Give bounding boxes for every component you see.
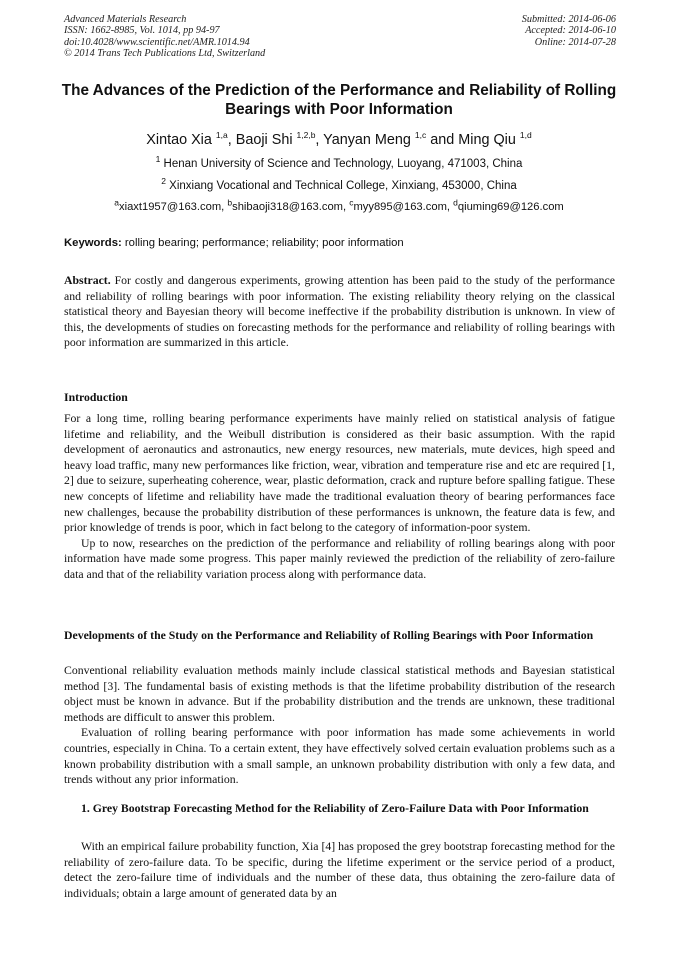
- email-link[interactable]: xiaxt1957@163.com: [118, 201, 222, 213]
- online-date: Online: 2014-07-28: [534, 36, 616, 48]
- subsection-heading: 1. Grey Bootstrap Forecasting Method for the Reliability of Zero-Failure Data with Poor Information: [81, 802, 589, 815]
- introduction-section-heading: [64, 390, 615, 406]
- email-link[interactable]: myy895@163.com: [353, 201, 447, 213]
- affiliation-1: $^1$ Henan University of Science and Technology, Luoyang, 471003, China: [155, 154, 523, 170]
- abstract-label: Abstract.: [64, 274, 111, 287]
- submission-dates: [522, 14, 616, 48]
- author-emails: $^a$xiaxt1957@163.com, $^b$shibaoji318@163.com, $^c$myy895@163.com, $^d$qiuming69@126.com: [114, 197, 564, 213]
- abstract-text: For costly and dangerous experiments, growing attention has been paid to the study of the performance and reliability of rolling bearings with poor information. The existing reliability theory relying on the classical statistical theory and Bayesian theory will become ineffective if the probability distribution is unknown. In view of this, the developments of studies on forecasting methods for the performance and reliability of rolling bearings with poor information are summarized in this article.: [64, 274, 615, 350]
- author-list: Xintao Xia $^{1,a}$, Baoji Shi $^{1,2,b}$, Yanyan Meng $^{1,c}$ and Ming Qiu $^{1,d}$: [146, 130, 532, 148]
- journal-copyright: © 2014 Trans Tech Publications Ltd, Switzerland: [64, 48, 266, 60]
- grey-bootstrap-subsection-heading: [64, 801, 615, 817]
- accepted-date: Accepted: 2014-06-10: [525, 25, 616, 37]
- email-link[interactable]: qiuming69@126.com: [457, 201, 564, 213]
- journal-header: [64, 14, 265, 60]
- paper-title: The Advances of the Prediction of the Performance and Reliability of Rolling Bearings with Poor Information: [61, 82, 617, 118]
- paragraph: For a long time, rolling bearing performance experiments have mainly relied on statistical analysis of fatigue lifetime and reliability, and the Weibull distribution is considered as their basic assumption. With the rapid development of aeronautics and astronautics, new energy resources, new materials, mute devices, high speed and heavy load traffic, many new performances like friction, wear, vibration and temperature rise and etc are required [1, 2] due to seizure, superheating coherence, wear, plastic deformation, crack and rupture before spalling fatigue. These new concepts of lifetime and reliability have made the traditional evaluation theory of bearing performances face new challenges, because the probability distribution of these performances is unknown, the feature data is few, and prior knowledge of trends is poor, which in fact belong to the category of information-poor system.: [64, 412, 615, 535]
- journal-doi: doi:10.4028/www.scientific.net/AMR.1014.94: [64, 36, 250, 48]
- abstract: [64, 273, 615, 351]
- keywords: [64, 236, 616, 250]
- section-heading: Developments of the Study on the Performance and Reliability of Rolling Bearings with Poor Information: [64, 629, 594, 642]
- introduction-body: [64, 411, 615, 583]
- author-name: Xintao Xia: [146, 132, 212, 148]
- author-name: Yanyan Meng: [323, 132, 411, 148]
- author-sup: 1,d: [519, 130, 532, 141]
- paragraph: With an empirical failure probability function, Xia [4] has proposed the grey bootstrap forecasting method for the reliability of zero-failure data. To be specific, during the lifetime experiment or the service period of a product, detect the zero-failure time of individuals and the number of these data, thus obtaining the zero-failure data of individuals; obtain a large amount of generated data by an: [64, 840, 615, 900]
- author-name: Baoji Shi: [235, 132, 293, 148]
- affiliation-2: $^2$ Xinxiang Vocational and Technical College, Xinxiang, 453000, China: [161, 176, 517, 192]
- author-sup: 1,c: [414, 130, 427, 141]
- keywords-text: rolling bearing; performance; reliability; poor information: [124, 237, 404, 249]
- submitted-date: Submitted: 2014-06-06: [521, 14, 616, 25]
- journal-name: Advanced Materials Research: [64, 14, 187, 25]
- developments-section-heading: [64, 628, 615, 644]
- paragraph: Up to now, researches on the prediction of the performance and reliability of rolling bearings along with poor information have made some progress. This paper mainly reviewed the prediction of the reliability of zero-failure data and that of the reliability variation process along with performance data.: [64, 536, 615, 581]
- developments-body: [64, 663, 615, 788]
- author-sup: 1,2,b: [296, 130, 316, 141]
- grey-bootstrap-body: [64, 839, 615, 901]
- journal-issn: ISSN: 1662-8985, Vol. 1014, pp 94-97: [64, 25, 220, 37]
- section-heading: Introduction: [64, 391, 128, 404]
- author-name: Ming Qiu: [458, 132, 516, 148]
- email-link[interactable]: shibaoji318@163.com: [232, 201, 343, 213]
- keywords-label: Keywords:: [64, 237, 122, 249]
- paragraph: Evaluation of rolling bearing performance with poor information has made some achievements in world countries, especially in China. To a certain extent, they have effectively solved certain evaluation problems such as a known probability distribution with a small sample, an unknown probability distribution with only a few data, and trends without any prior information.: [64, 726, 615, 787]
- author-sup: 1,a: [215, 130, 228, 141]
- paragraph: Conventional reliability evaluation methods mainly include classical statistical methods and Bayesian statistical method [3]. The fundamental basis of existing methods is that the lifetime probability distribution of the research object must be known in advance. But if the probability distribution and the trends are unknown, these traditional methods are difficult to answer this problem.: [64, 664, 615, 724]
